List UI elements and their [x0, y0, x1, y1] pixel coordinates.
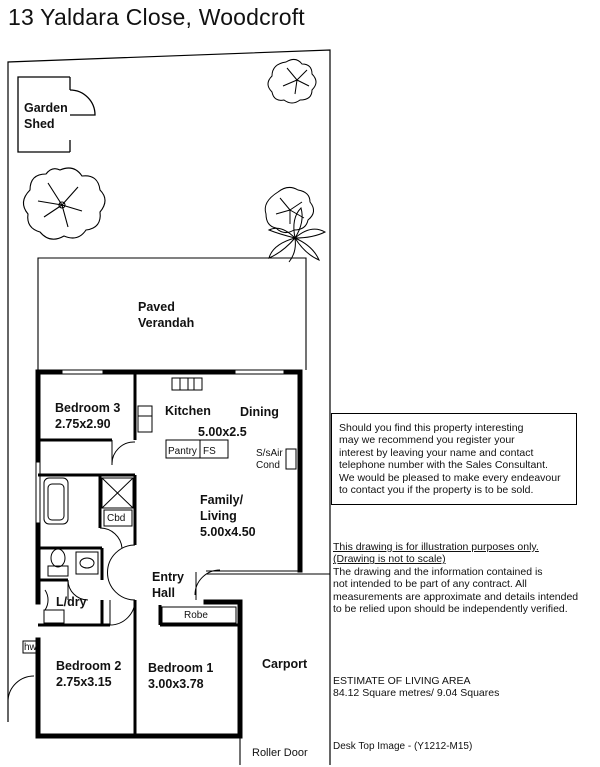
disclaimer-line: not intended to be part of any contract. All [333, 578, 527, 591]
plant-fern [269, 208, 325, 262]
sair-label [256, 448, 283, 472]
bedroom3-label [55, 400, 120, 432]
info-box [331, 413, 577, 505]
garden-shed-label [24, 100, 68, 132]
disclaimer-heading: This drawing is for illustration purposes only. [333, 541, 539, 553]
info-line: We would be pleased to make every endeavour [339, 471, 561, 484]
bedroom1-size: 3.00x3.78 [148, 677, 204, 691]
hw-label: hw [24, 642, 37, 653]
footer-code: Desk Top Image - (Y1212-M15) [333, 741, 473, 752]
fs-label: FS [203, 446, 216, 457]
kitchen-size-label: 5.00x2.5 [198, 425, 247, 439]
entry-line1: Entry [152, 570, 184, 584]
info-line: may we recommend you register your [339, 434, 515, 447]
kitchen-label: Kitchen [165, 404, 211, 418]
entry-hall-label [152, 569, 184, 601]
garden-shed-line2: Shed [24, 117, 55, 131]
bedroom2-size: 2.75x3.15 [56, 675, 112, 689]
info-line: telephone number with the Sales Consultant. [339, 459, 548, 472]
living-area-estimate [333, 675, 499, 700]
tree-large [23, 168, 105, 239]
estimate-value: 84.12 Square metres/ 9.04 Squares [333, 687, 500, 700]
bedroom3-name: Bedroom 3 [55, 401, 121, 415]
disclaimer-line: The drawing and the information contained is [333, 565, 543, 578]
sair-line2: Cond [256, 460, 280, 471]
disclaimer [333, 541, 578, 615]
bedroom1-label [148, 660, 213, 692]
info-line: interest by leaving your name and contact [339, 446, 534, 459]
info-line: Should you find this property interesting [339, 422, 524, 434]
page-title: 13 Yaldara Close, Woodcroft [8, 4, 305, 30]
bedroom2-label [56, 658, 121, 690]
roller-door-label: Roller Door [252, 747, 308, 759]
info-line: to contact you if the property is to be sold. [339, 484, 534, 497]
family-line1: Family/ [200, 493, 244, 507]
tree-top-right [268, 59, 316, 103]
garden-shed-line1: Garden [24, 101, 68, 115]
verandah-line1: Paved [138, 300, 175, 314]
sair-line1: S/sAir [256, 448, 283, 459]
bedroom1-name: Bedroom 1 [148, 661, 214, 675]
cbd-label: Cbd [107, 513, 126, 524]
bedroom3-size: 2.75x2.90 [55, 417, 111, 431]
carport-label: Carport [262, 657, 308, 671]
pantry-label: Pantry [168, 446, 197, 457]
disclaimer-subheading: (Drawing is not to scale) [333, 553, 446, 566]
robe-label: Robe [184, 610, 208, 621]
family-size: 5.00x4.50 [200, 525, 256, 539]
family-line2: Living [200, 509, 237, 523]
family-label [200, 492, 256, 540]
bedroom2-name: Bedroom 2 [56, 659, 122, 673]
entry-line2: Hall [152, 586, 175, 600]
verandah-line2: Verandah [138, 316, 195, 330]
laundry-label: L/dry [56, 595, 87, 609]
disclaimer-line: to be relied upon should be independently verified. [333, 603, 568, 616]
dining-label: Dining [240, 405, 279, 419]
verandah-label [138, 299, 194, 331]
disclaimer-line: measurements are approximate and details intended [333, 590, 579, 603]
estimate-heading: ESTIMATE OF LIVING AREA [333, 675, 471, 687]
tree-mid-right [265, 187, 313, 232]
